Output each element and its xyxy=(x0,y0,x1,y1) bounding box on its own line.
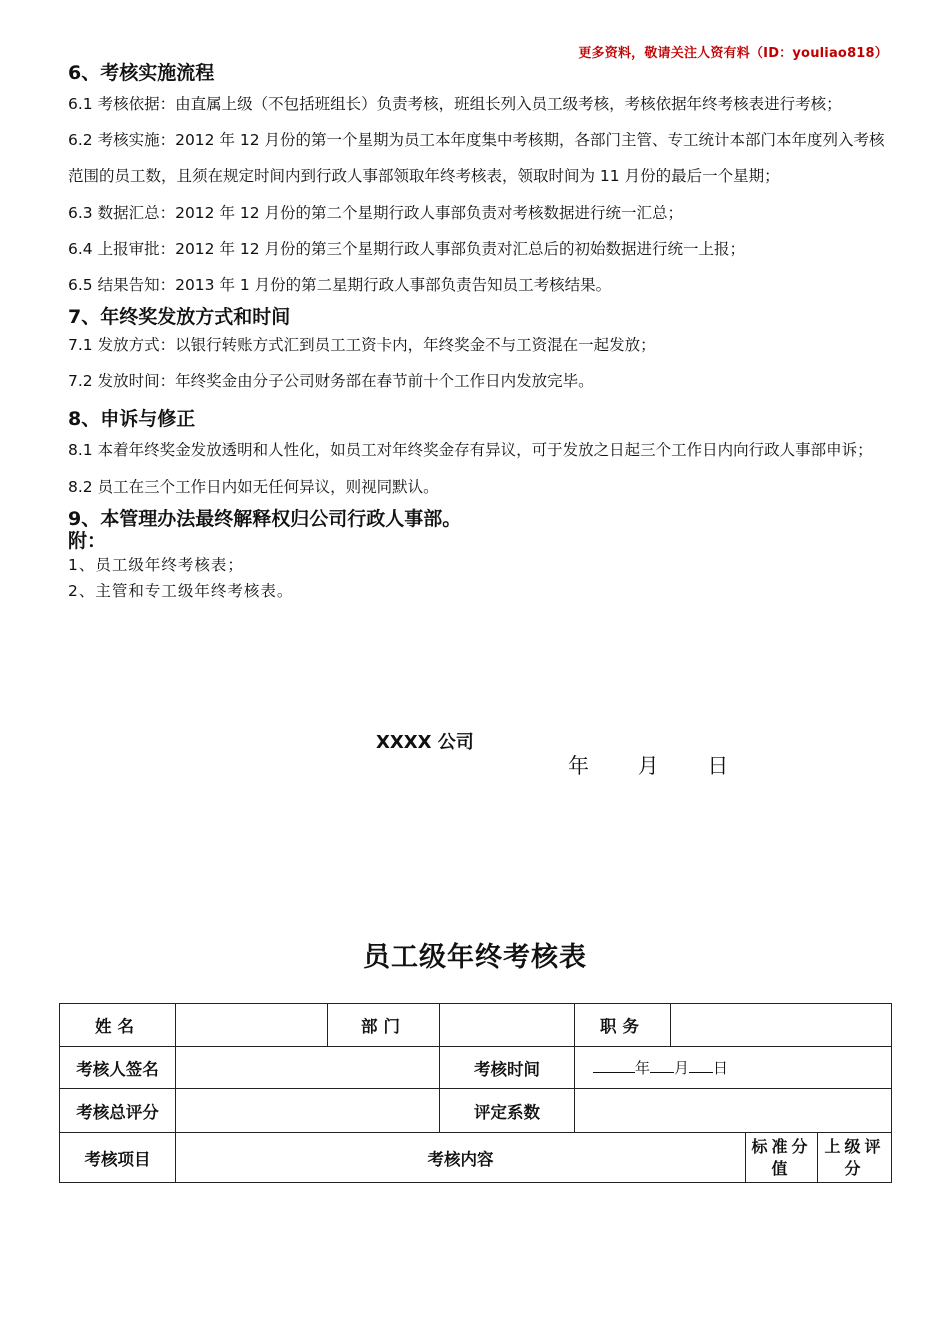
department-field[interactable] xyxy=(440,1004,575,1047)
section-6-3: 6.3 数据汇总：2012 年 12 月份的第二个星期行政人事部负责对考核数据进行统一汇总； xyxy=(68,204,684,222)
std-score-header: 标准分值 xyxy=(746,1133,818,1183)
assessment-form-table xyxy=(59,1003,892,1183)
date-year-label: 年 xyxy=(635,1059,651,1077)
document-body xyxy=(68,60,888,604)
superior-score-header: 上级评分 xyxy=(818,1133,892,1183)
section-8-heading: 8、申诉与修正 xyxy=(68,408,196,430)
section-8-2: 8.2 员工在三个工作日内如无任何异议，则视同默认。 xyxy=(68,478,439,496)
rating-coef-label: 评定系数 xyxy=(440,1089,575,1133)
section-6-1: 6.1 考核依据：由直属上级（不包括班组长）负责考核，班组长列入员工级考核，考核依据年终考核表进行考核； xyxy=(68,95,842,113)
assess-time-field[interactable] xyxy=(575,1047,892,1089)
name-label: 姓名 xyxy=(60,1004,176,1047)
total-score-label: 考核总评分 xyxy=(60,1089,176,1133)
signature-day: 日 xyxy=(707,754,729,778)
content-header: 考核内容 xyxy=(176,1133,746,1183)
rating-coef-field[interactable] xyxy=(575,1089,892,1133)
assessor-sign-label: 考核人签名 xyxy=(60,1047,176,1089)
signature-year: 年 xyxy=(568,754,589,778)
date-day-label: 日 xyxy=(713,1059,729,1077)
department-label: 部门 xyxy=(328,1004,440,1047)
signature-company: XXXX 公司 xyxy=(376,732,474,753)
section-9-heading: 9、本管理办法最终解释权归公司行政人事部。 xyxy=(68,508,462,530)
section-7-1: 7.1 发放方式：以银行转账方式汇到员工工资卡内，年终奖金不与工资混在一起发放； xyxy=(68,336,656,354)
section-6-5: 6.5 结果告知：2013 年 1 月份的第二星期行政人事部负责告知员工考核结果。 xyxy=(68,276,612,294)
assess-time-label: 考核时间 xyxy=(440,1047,575,1089)
date-month-label: 月 xyxy=(674,1059,690,1077)
section-6-heading: 6、考核实施流程 xyxy=(68,62,215,84)
position-field[interactable] xyxy=(671,1004,892,1047)
item-header: 考核项目 xyxy=(60,1133,176,1183)
assessor-sign-field[interactable] xyxy=(176,1047,440,1089)
section-7-2: 7.2 发放时间：年终奖金由分子公司财务部在春节前十个工作日内发放完毕。 xyxy=(68,372,594,390)
position-label: 职务 xyxy=(575,1004,671,1047)
name-field[interactable] xyxy=(176,1004,328,1047)
section-7-heading: 7、年终奖发放方式和时间 xyxy=(68,306,291,328)
header-promo-note: 更多资料，敬请关注人资有料（ID：youliao818） xyxy=(578,46,888,61)
signature-month: 月 xyxy=(637,754,659,778)
day-blank[interactable] xyxy=(689,1058,713,1073)
section-6-2: 6.2 考核实施：2012 年 12 月份的第一个星期为员工本年度集中考核期，各部门主管、专工统计本部门本年度列入考核范围的员工数，且须在规定时间内到行政人事部领取年终考核表，领取时间为 11 月份的最后一个星期； xyxy=(68,131,885,185)
appendix-heading: 附： xyxy=(68,530,107,552)
section-8-1: 8.1 本着年终奖金发放透明和人性化，如员工对年终奖金存有异议，可于发放之日起三个工作日内向行政人事部申诉； xyxy=(68,441,873,459)
month-blank[interactable] xyxy=(650,1058,674,1073)
appendix-item-2: 2、主管和专工级年终考核表。 xyxy=(68,582,294,600)
signature-date xyxy=(568,750,752,780)
total-score-field[interactable] xyxy=(176,1089,440,1133)
section-6-4: 6.4 上报审批：2012 年 12 月份的第三个星期行政人事部负责对汇总后的初始数据进行统一上报； xyxy=(68,240,746,258)
year-blank[interactable] xyxy=(593,1058,635,1073)
form-title: 员工级年终考核表 xyxy=(363,942,587,973)
appendix-item-1: 1、员工级年终考核表； xyxy=(68,556,244,574)
